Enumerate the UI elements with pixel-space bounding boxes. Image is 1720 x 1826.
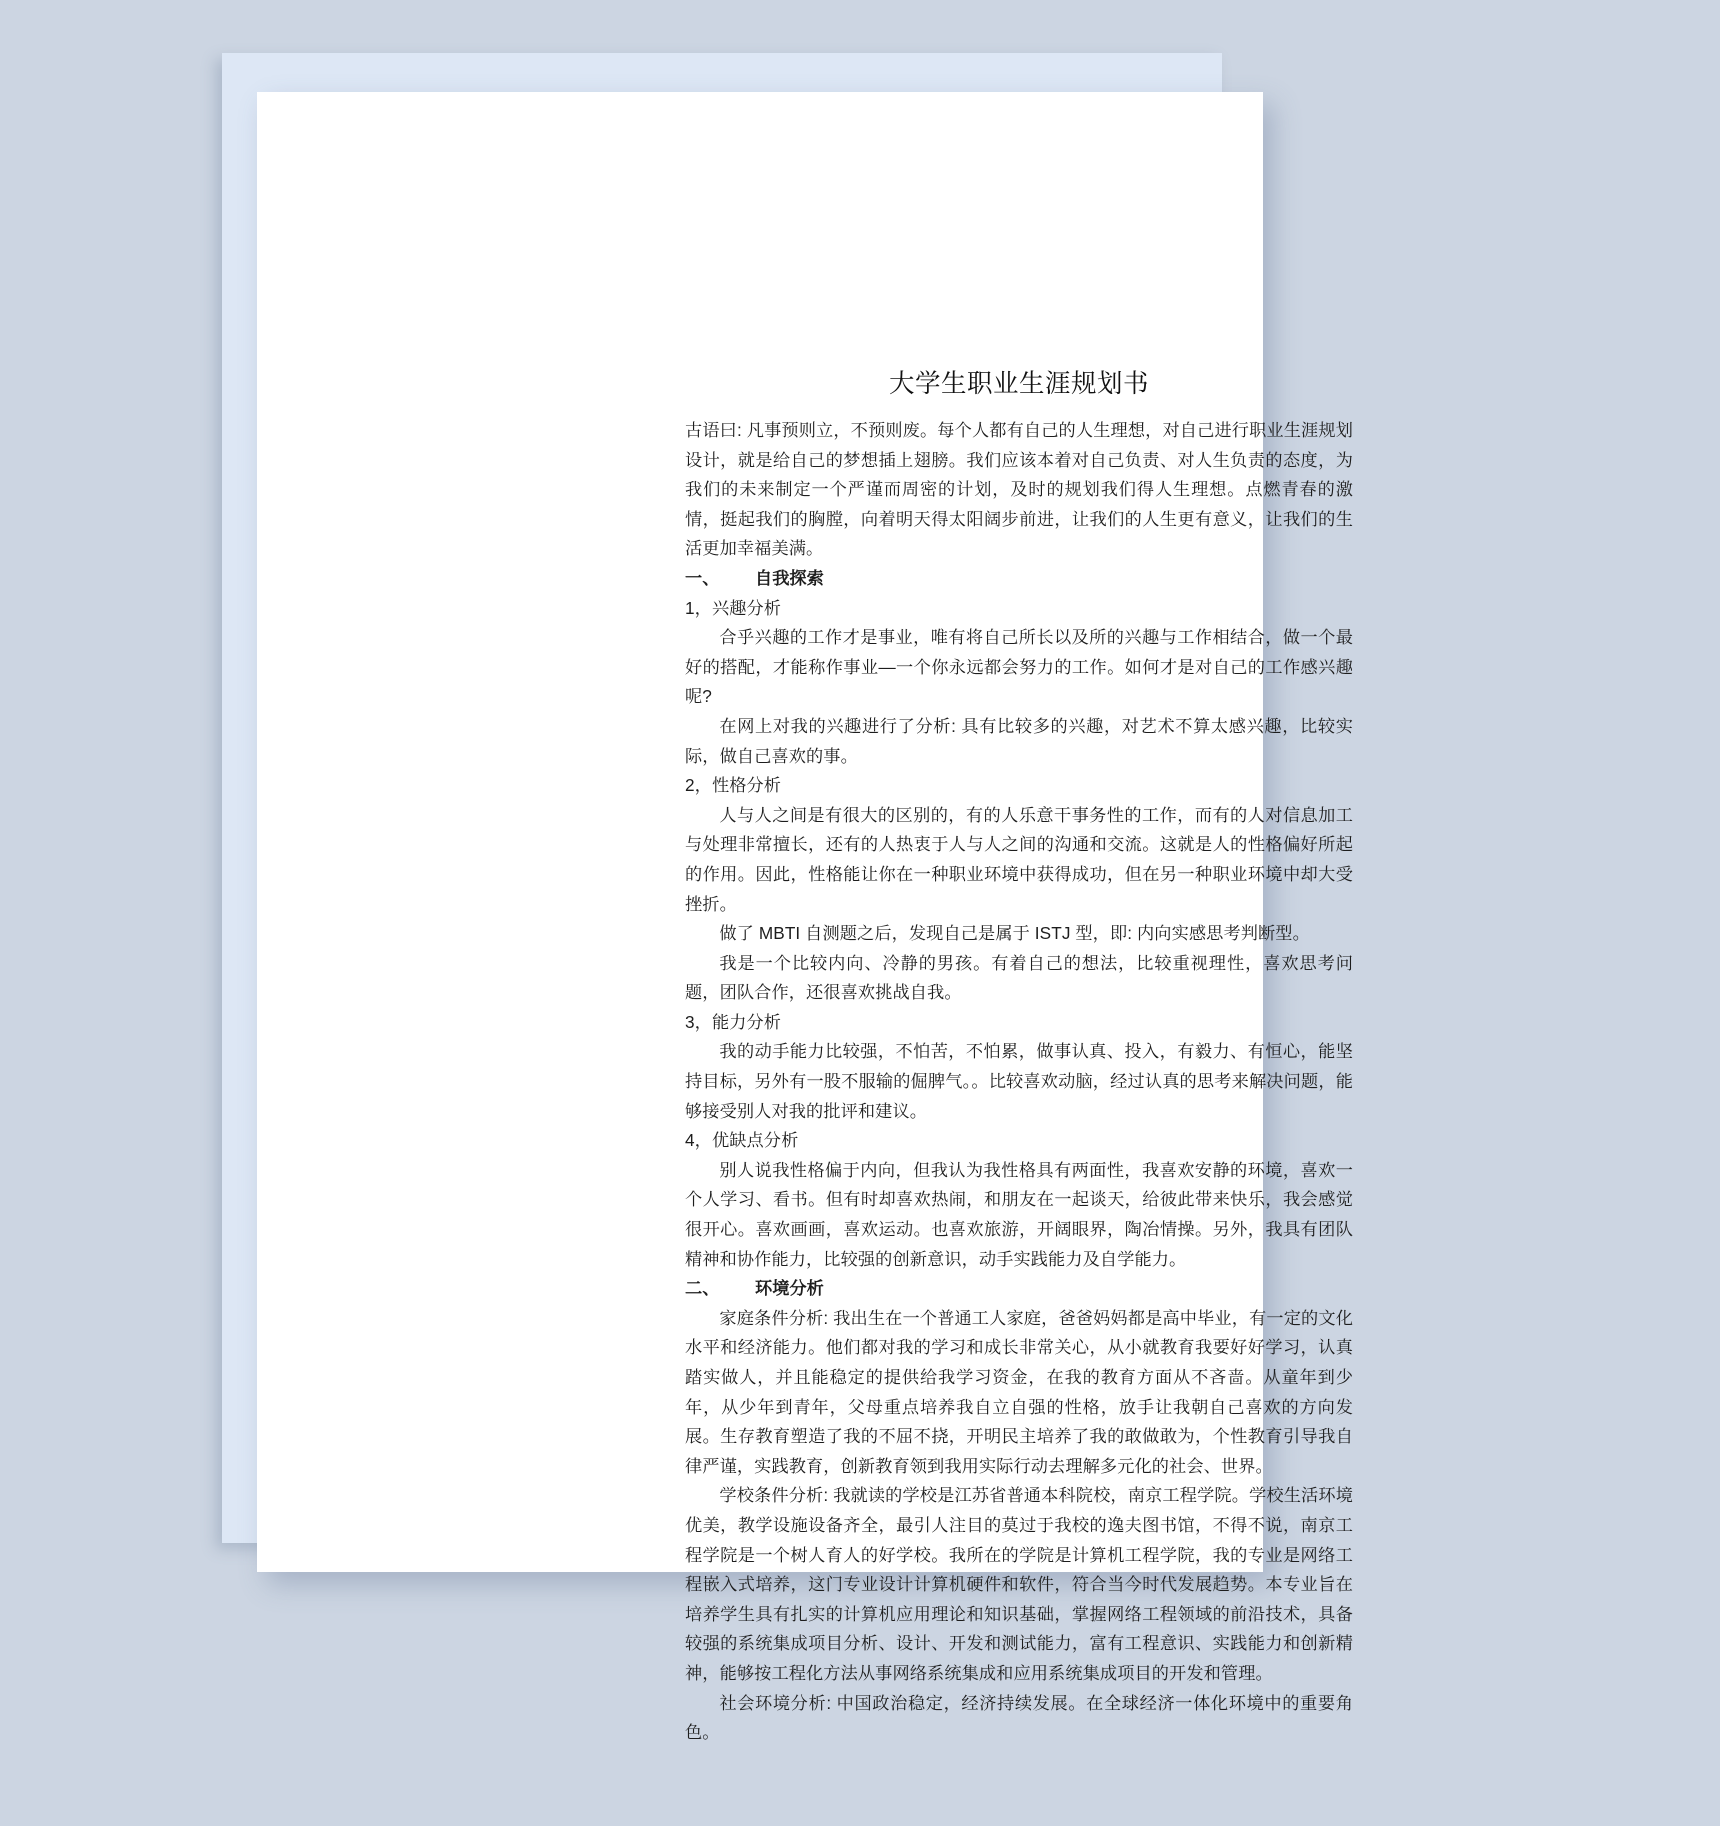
section-title-1: 自我探索 <box>755 567 824 588</box>
subsection-label-1-3: 3，能力分析 <box>685 1011 782 1032</box>
subsection-paragraph-1-2-1: 人与人之间是有很大的区别的，有的人乐意干事务性的工作，而有的人对信息加工与处理非常擅长，还有的人热衷于人与人之间的沟通和交流。这就是人的性格偏好所起的作用。因此，性格能让你在一种职业环境中获得成功，但在另一种职业环境中却大受挫折。 <box>685 804 1353 914</box>
subsection-paragraph-1-2-3: 我是一个比较内向、冷静的男孩。有着自己的想法，比较重视理性，喜欢思考问题，团队合作，还很喜欢挑战自我。 <box>685 952 1353 1003</box>
subsection-paragraph-1-1-1: 合乎兴趣的工作才是事业，唯有将自己所长以及所的兴趣与工作相结合，做一个最好的搭配，才能称作事业—一个你永远都会努力的工作。如何才是对自己的工作感兴趣呢? <box>685 627 1353 707</box>
document-body <box>685 364 1353 1748</box>
document-page <box>257 92 1353 1743</box>
social-environment-paragraph: 社会环境分析: 中国政治稳定，经济持续发展。在全球经济一体化环境中的重要角色。 <box>685 1692 1353 1743</box>
subsection-paragraph-1-1-2: 在网上对我的兴趣进行了分析: 具有比较多的兴趣，对艺术不算太感兴趣，比较实际，做自己喜欢的事。 <box>685 715 1353 766</box>
subsection-label-1-2: 2，性格分析 <box>685 775 782 796</box>
subsection-paragraph-1-2-2: 做了 MBTI 自测题之后，发现自己是属于 ISTJ 型，即: 内向实感思考判断型。 <box>719 923 1310 944</box>
intro-paragraph: 古语曰: 凡事预则立，不预则废。每个人都有自己的人生理想，对自己进行职业生涯规划设计，就是给自己的梦想插上翅膀。我们应该本着对自己负责、对人生负责的态度，为我们的未来制定一个严谨而周密的计划，及时的规划我们得人生理想。点燃青春的激情，挺起我们的胸膛，向着明天得太阳阔步前进，让我们的人生更有意义，让我们的生活更加幸福美满。 <box>685 420 1353 559</box>
section-title-2: 环境分析 <box>755 1278 824 1299</box>
section-number-2: 二、 <box>685 1278 720 1299</box>
document-title: 大学生职业生涯规划书 <box>888 370 1149 398</box>
section-number-1: 一、 <box>685 567 720 588</box>
subsection-label-1-1: 1，兴趣分析 <box>685 597 782 618</box>
family-condition-paragraph: 家庭条件分析: 我出生在一个普通工人家庭，爸爸妈妈都是高中毕业，有一定的文化水平和经济能力。他们都对我的学习和成长非常关心，从小就教育我要好好学习，认真踏实做人，并且能稳定的提供给我学习资金，在我的教育方面从不吝啬。从童年到少年，从少年到青年，父母重点培养我自立自强的性格，放手让我朝自己喜欢的方向发展。生存教育塑造了我的不屈不挠，开明民主培养了我的敢做敢为，个性教育引导我自律严谨，实践教育，创新教育领到我用实际行动去理解多元化的社会、世界。 <box>685 1307 1353 1476</box>
section-heading-1 <box>685 564 1353 594</box>
subsection-label-1-4: 4，优缺点分析 <box>685 1130 799 1151</box>
school-condition-paragraph: 学校条件分析: 我就读的学校是江苏省普通本科院校，南京工程学院。学校生活环境优美，教学设施设备齐全，最引人注目的莫过于我校的逸夫图书馆，不得不说，南京工程学院是一个树人育人的好学校。我所在的学院是计算机工程学院，我的专业是网络工程嵌入式培养，这门专业设计计算机硬件和软件，符合当今时代发展趋势。本专业旨在培养学生具有扎实的计算机应用理论和知识基础，掌握网络工程领域的前沿技术，具备较强的系统集成项目分析、设计、开发和测试能力，富有工程意识、实践能力和创新精神，能够按工程化方法从事网络系统集成和应用系统集成项目的开发和管理。 <box>685 1485 1353 1683</box>
section-heading-2 <box>685 1274 1353 1304</box>
subsection-paragraph-1-3-1: 我的动手能力比较强，不怕苦，不怕累，做事认真、投入，有毅力、有恒心，能坚持目标，另外有一股不服输的倔脾气。。比较喜欢动脑，经过认真的思考来解决问题，能够接受别人对我的批评和建议。 <box>685 1041 1353 1121</box>
subsection-paragraph-1-4-1: 别人说我性格偏于内向，但我认为我性格具有两面性，我喜欢安静的环境，喜欢一个人学习、看书。但有时却喜欢热闹，和朋友在一起谈天，给彼此带来快乐，我会感觉很开心。喜欢画画，喜欢运动。也喜欢旅游，开阔眼界，陶冶情操。另外，我具有团队精神和协作能力，比较强的创新意识，动手实践能力及自学能力。 <box>685 1159 1353 1269</box>
